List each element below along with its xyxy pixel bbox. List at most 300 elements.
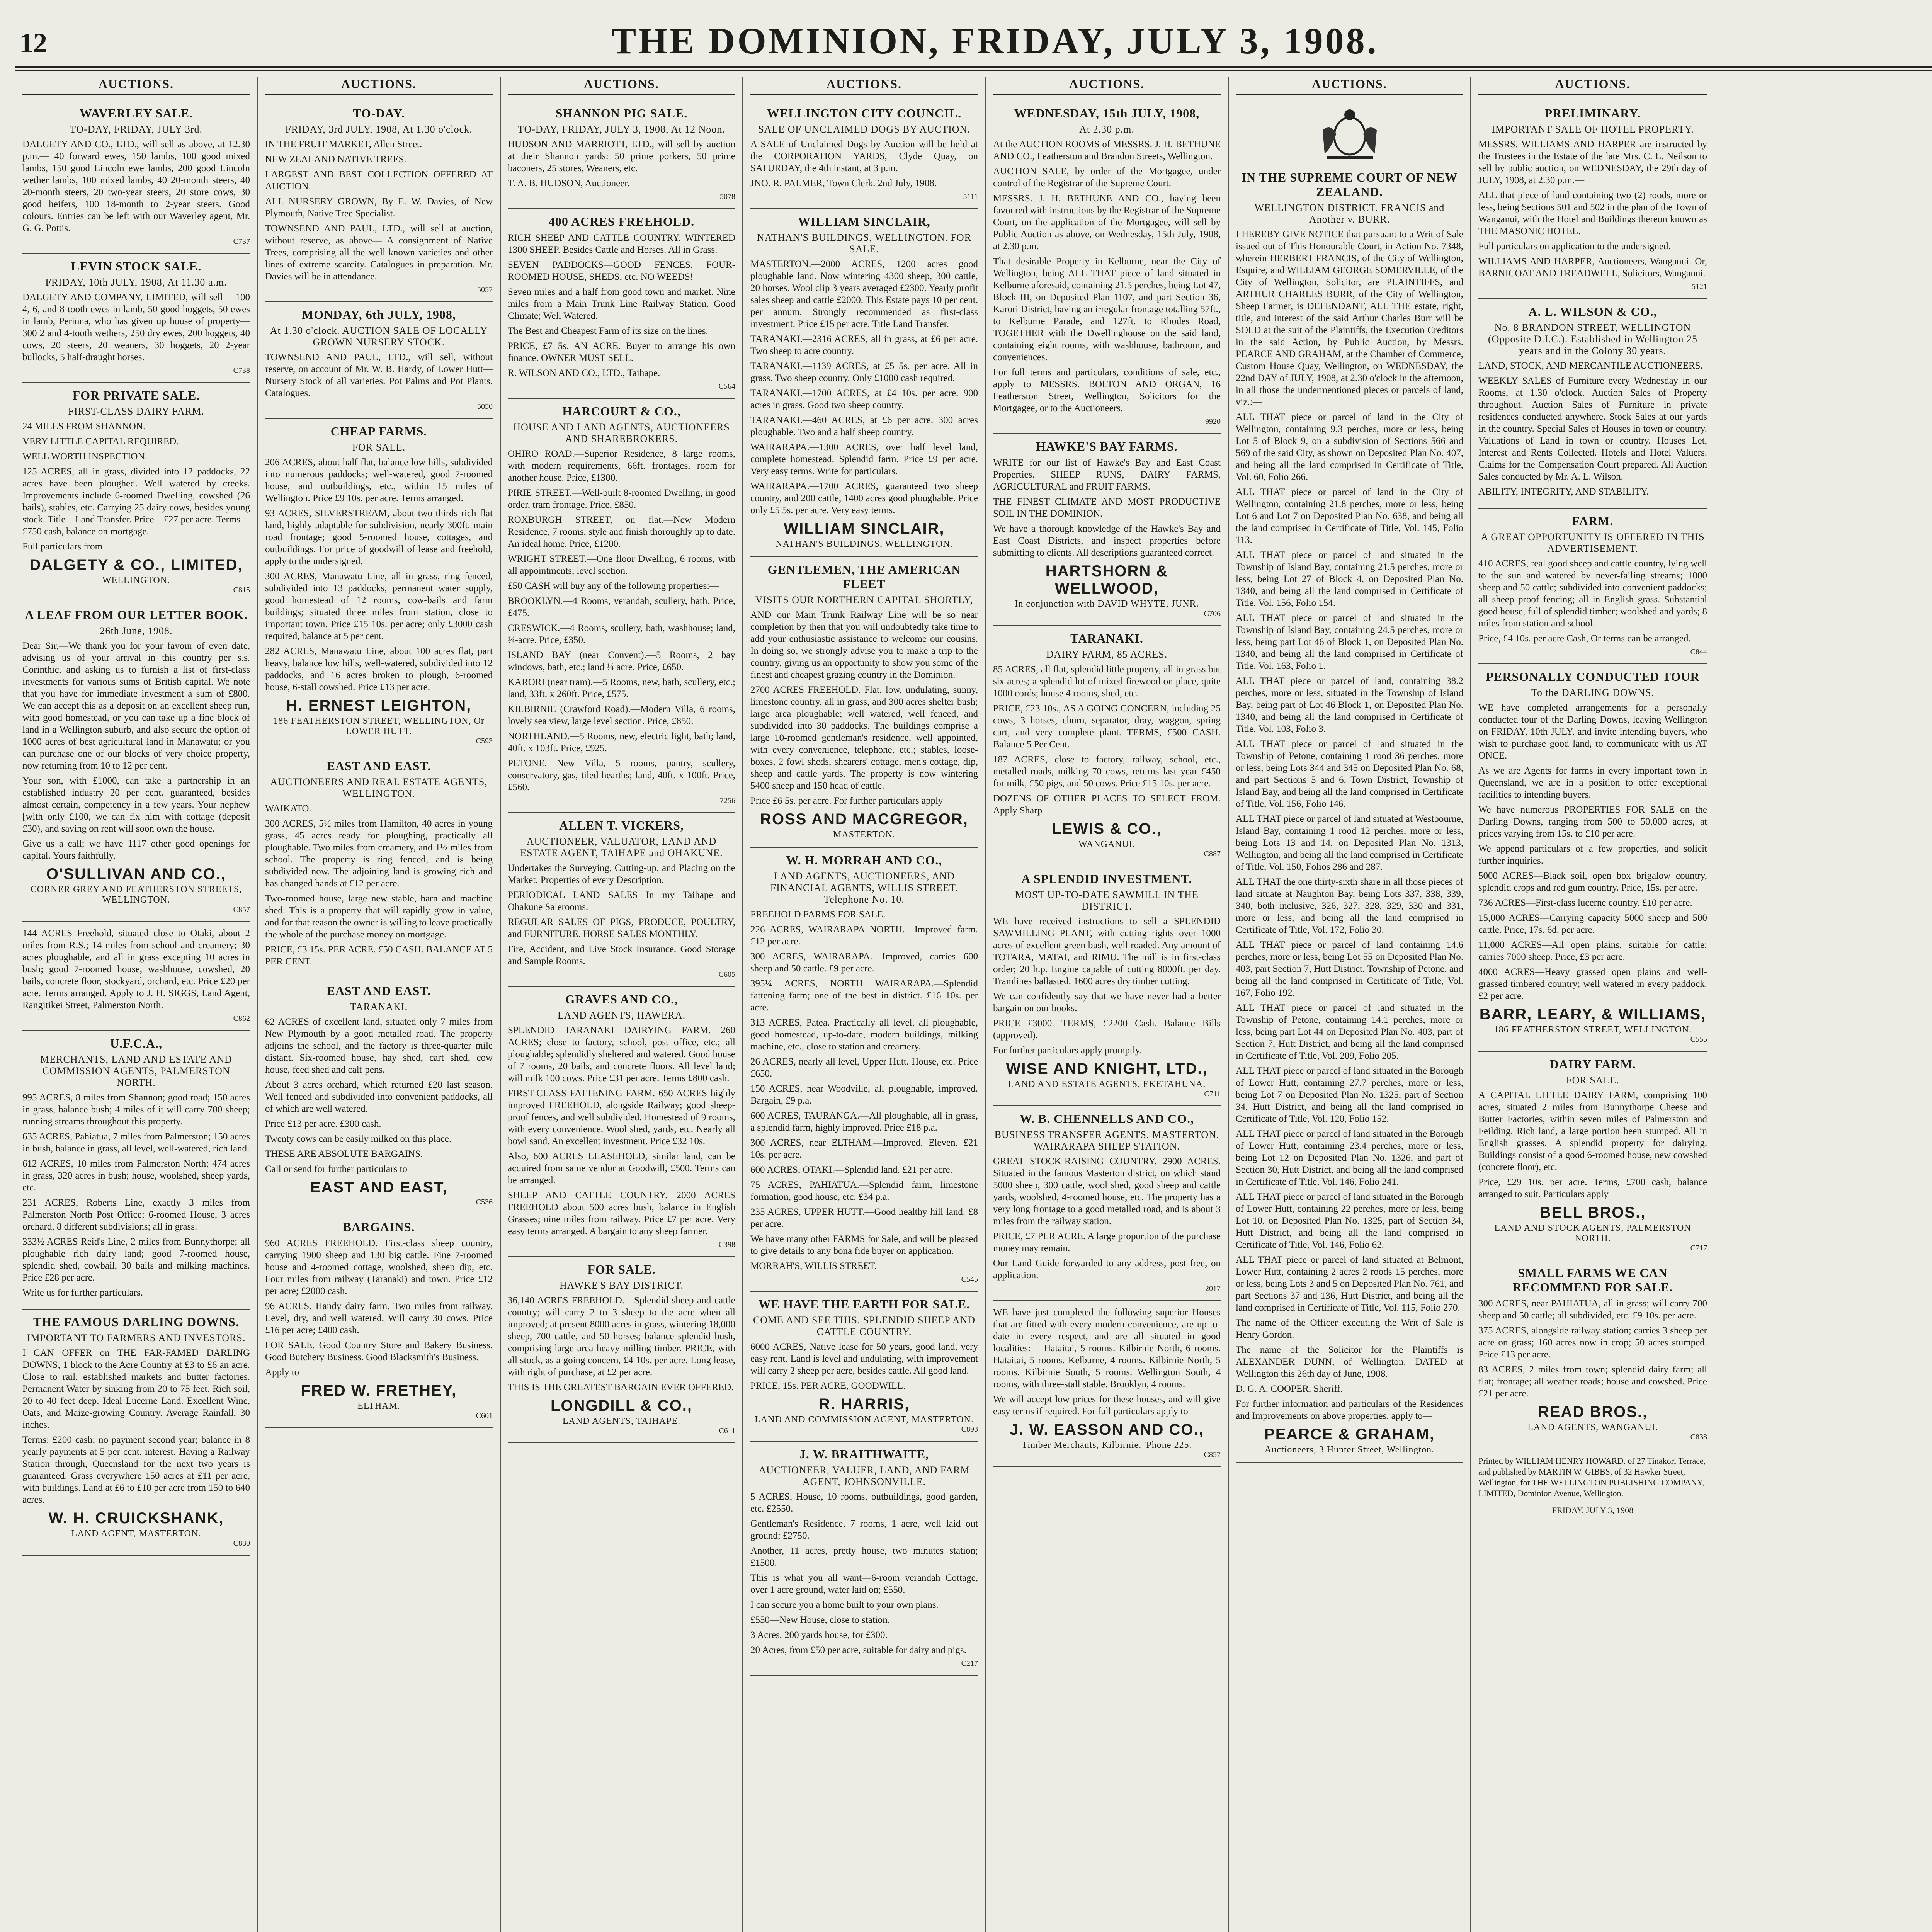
ad-paragraph: TOWNSEND AND PAUL, LTD., will sell at auction, without reserve, as above— A consignment of Native Trees, comprising all the well-known varieties and other lines of extreme scarcity. Catalogues in preparation. Mr. Davies will be in attendance.: [265, 223, 493, 282]
ad-paragraph: FIRST-CLASS FATTENING FARM. 650 ACRES highly improved FREEHOLD, alongside Railway; good sheep-proof fences, and well subdivided. Homestead of 9 rooms, with every convenience. Wool shed, yards, etc. Nearly all bowl sand. An excellent investment. Price £32 10s.: [508, 1088, 735, 1146]
column-5: [986, 77, 1229, 1932]
advertiser-name: DALGETY & CO., LIMITED,: [29, 556, 243, 573]
ad-title: GRAVES AND CO.,: [565, 992, 678, 1006]
masthead: [15, 15, 1932, 68]
ad-paragraph: FREEHOLD FARMS FOR SALE.: [750, 909, 886, 920]
ad-title: WILLIAM SINCLAIR,: [798, 214, 930, 228]
ad-paragraph: T. A. B. HUDSON, Auctioneer.: [508, 178, 630, 189]
ad-title: THE FAMOUS DARLING DOWNS.: [33, 1315, 239, 1329]
ad-paragraph: WAIRARAPA.—1700 ACRES, guaranteed two sheep country, and 200 cattle, 1400 acres good ploughable. Price only £5 5s. per acre. Very easy terms.: [750, 481, 978, 515]
advertiser-address: ELTHAM.: [357, 1401, 400, 1411]
ad-subtitle: TO-DAY, FRIDAY, JULY 3, 1908, At 12 Noon.: [518, 124, 725, 135]
column-1: [15, 77, 258, 1932]
ad-paragraph: 150 ACRES, near Woodville, all ploughable, improved. Bargain, £9 p.a.: [750, 1083, 978, 1106]
ad-paragraph: 62 ACRES of excellent land, situated only 7 miles from New Plymouth by a good metalled road. The property adjoins the school, and the factory is three-quarter mile distant. Six-roomed house, hay shed, cart shed, cow house, feed shed and calf pens.: [265, 1017, 493, 1075]
ad-paragraph: As we are Agents for farms in every important town in Queensland, we are in a position to offer exceptional facilities to intending buyers.: [1478, 765, 1707, 800]
ad-paragraph: MORRAH'S, WILLIS STREET.: [750, 1261, 877, 1271]
ad-title: WEDNESDAY, 15th JULY, 1908,: [1014, 106, 1200, 120]
ad-paragraph: 93 ACRES, SILVERSTREAM, about two-thirds rich flat land, highly adaptable for subdivision, nearly 300ft. main road frontage; good 5-roomed house, cottages, and outbuildings. For price of goodwill of lease and freehold, apply to the undersigned.: [265, 508, 493, 566]
ad-title: A SPLENDID INVESTMENT.: [1021, 872, 1192, 886]
ad-code: C815: [233, 586, 250, 594]
advertisement: [1478, 299, 1707, 509]
ad-paragraph: TARANAKI.—1700 ACRES, at £4 10s. per acre. 900 acres in grass. Good two sheep country.: [750, 388, 978, 410]
masthead-rule: [15, 70, 1932, 71]
ad-subtitle: IMPORTANT SALE OF HOTEL PROPERTY.: [1492, 124, 1694, 135]
ad-paragraph: About 3 acres orchard, which returned £20 last season. Well fenced and subdivided into convenient paddocks, all of which are well watered.: [265, 1080, 493, 1114]
advertiser-name: BELL BROS.,: [1539, 1204, 1646, 1221]
ad-subtitle: WELLINGTON DISTRICT. FRANCIS and Another v. BURR.: [1254, 202, 1445, 225]
advertiser-name: J. W. EASSON AND CO.,: [1010, 1421, 1204, 1438]
ad-code: C593: [476, 737, 493, 745]
ad-paragraph: PRICE, £7 5s. AN ACRE. Buyer to arrange his own finance. OWNER MUST SELL.: [508, 341, 735, 363]
ad-title: LEVIN STOCK SALE.: [71, 259, 202, 273]
advertiser-address: LAND AND COMMISSION AGENT, MASTERTON.: [755, 1415, 974, 1425]
advertiser-address: 186 FEATHERSTON STREET, WELLINGTON.: [1493, 1025, 1692, 1035]
ad-paragraph: Give us a call; we have 1117 other good openings for capital. Yours faithfully,: [22, 838, 250, 861]
ad-subtitle: NATHAN'S BUILDINGS, WELLINGTON. FOR SALE.: [757, 232, 972, 255]
ad-paragraph: ALL THAT piece or parcel of land situated at Westbourne, Island Bay, containing 1 rood 12 perches, more or less, being Lots 13 and 14, on Deposited Plan No. 1313, Wellington, and being all the land comprised in Certificate of Title, Vol. 150, Folios 286 and 287.: [1236, 814, 1463, 872]
ad-paragraph: MESSRS. WILLIAMS AND HARPER are instructed by the Trustees in the Estate of the late Mrs. C. L. Neilson to sell by public auction, on WEDNESDAY, the 29th day of JULY, 1908, at 2.30 p.m.—: [1478, 139, 1707, 185]
ad-subtitle: BUSINESS TRANSFER AGENTS, MASTERTON. WAIRARAPA SHEEP STATION.: [994, 1129, 1219, 1152]
ad-paragraph: 395¼ ACRES, NORTH WAIRARAPA.—Splendid fattening farm; one of the best in district. £16 10s. per acre.: [750, 978, 978, 1013]
royal-crest-icon: [1315, 107, 1384, 161]
ad-paragraph: 3 Acres, 200 yards house, for £300.: [750, 1630, 888, 1640]
ad-paragraph: 11,000 ACRES—All open plains, suitable for cattle; carries 7000 sheep. Price, £3 per acre.: [1478, 940, 1707, 962]
ad-code: 5050: [477, 402, 493, 411]
ad-paragraph: 96 ACRES. Handy dairy farm. Two miles from railway. Level, dry, and well watered. Will carry 30 cows. Price £16 per acre; £400 cash.: [265, 1301, 493, 1335]
advertisement: [750, 557, 978, 848]
advertisement: [508, 101, 735, 209]
ad-paragraph: HUDSON AND MARRIOTT, LTD., will sell by auction at their Shannon yards: 50 prime porkers, 50 prime baconers, 25 stores, Weaners, etc.: [508, 139, 735, 173]
ad-paragraph: AND our Main Trunk Railway Line will be so near completion by then that you will undoubtedly take time to add your enthusiastic assistance to welcome our cousins. In doing so, we strongly advise you to make a trip to the country, giving us an opportunity to show you some of the finest and cheapest grazing country in the Dominion.: [750, 610, 978, 680]
ad-paragraph: 300 ACRES, near ELTHAM.—Improved. Eleven. £21 10s. per acre.: [750, 1138, 978, 1160]
advertisement: [265, 753, 493, 978]
ad-paragraph: A SALE of Unclaimed Dogs by Auction will be held at the CORPORATION YARDS, Clyde Quay, on SATURDAY, the 4th instant, at 3 p.m.: [750, 139, 978, 173]
ad-paragraph: LARGEST AND BEST COLLECTION OFFERED AT AUCTION.: [265, 169, 493, 192]
ad-code: C398: [718, 1240, 735, 1249]
ad-paragraph: PRICE, 15s. PER ACRE, GOODWILL.: [750, 1381, 906, 1391]
ad-paragraph: Also, 600 ACRES LEASEHOLD, similar land, can be acquired from same vendor at Goodwill, £500. Terms can be arranged.: [508, 1151, 735, 1185]
advertisement: [22, 1310, 250, 1556]
ad-paragraph: 313 ACRES, Patea. Practically all level, all ploughable, good homestead, up-to-date, modern buildings, milking machine, etc., close to station and creamery.: [750, 1017, 978, 1052]
ad-subtitle: SALE OF UNCLAIMED DOGS BY AUCTION.: [758, 124, 970, 135]
ad-paragraph: WILLIAMS AND HARPER, Auctioneers, Wanganui. Or, BARNICOAT AND TREADWELL, Solicitors, Wanganui.: [1478, 256, 1707, 279]
advertisement: [508, 399, 735, 813]
ad-title: MONDAY, 6th JULY, 1908,: [302, 308, 456, 321]
ad-paragraph: ALL THAT piece or parcel of land situated in the Township of Island Bay, containing 24.5 perches, more or less, being part Lot 46 of Block 1, on Deposited Plan No. 1340, and being all the land comprised in Certificate of Title, Vol. 163, Folio 1.: [1236, 613, 1463, 671]
advertiser-address: LAND AGENTS, WANGANUI.: [1527, 1422, 1658, 1432]
ad-paragraph: Write us for further particulars.: [22, 1287, 143, 1298]
ad-subtitle: MERCHANTS, LAND AND ESTATE AND COMMISSION AGENTS, PALMERSTON NORTH.: [40, 1054, 232, 1088]
ad-paragraph: ALL THAT piece or parcel of land situated in the Borough of Lower Hutt, containing 22 perches, more or less, being Lot 10, on Deposited Plan No. 1325, part of Section 34, Hutt District, and being all the land comprised in Certificate of Title, Vol. 146, Folio 62.: [1236, 1192, 1463, 1250]
ad-paragraph: RICH SHEEP AND CATTLE COUNTRY. WINTERED 1300 SHEEP. Besides Cattle and Horses. All in Grass.: [508, 233, 735, 255]
ad-title: A. L. WILSON & CO.,: [1528, 304, 1657, 318]
ad-paragraph: The name of the Officer executing the Writ of Sale is Henry Gordon.: [1236, 1318, 1463, 1340]
column-2: [258, 77, 501, 1932]
ad-paragraph: WRITE for our list of Hawke's Bay and East Coast Properties. SHEEP RUNS, DAIRY FARMS, AGRICULTURAL and FRUIT FARMS.: [993, 457, 1221, 492]
advertisement: [508, 209, 735, 399]
ad-paragraph: 206 ACRES, about half flat, balance low hills, subdivided into numerous paddocks; well-watered, good 7-roomed house, and outbuildings, etc., within 15 miles of Wellington. Price £9 10s. per acre. Terms arranged.: [265, 457, 493, 503]
ad-paragraph: 375 ACRES, alongside railway station; carries 3 sheep per acre on grass; 160 acres now in crop; 50 acres stumped. Price £13 per acre.: [1478, 1325, 1707, 1360]
ad-paragraph: D. G. A. COOPER, Sheriff.: [1236, 1384, 1343, 1394]
advertiser-address: LAND AGENT, MASTERTON.: [71, 1529, 201, 1539]
ad-paragraph: DALGETY AND CO., LTD., will sell as above, at 12.30 p.m.— 40 forward ewes, 150 lambs, 100 good mixed lambs, 150 good Lincoln ewe lambs, 200 good Lincoln wether lambs, 100 mixed lambs, 40 20-month steers, 40 20-month steers, 20 two-year steers, 20 store cows, 30 good heifers, 100 18-month to 2-year steers. Good colours. Entries can be left with our Waverley agent, Mr. G. G. Pottis.: [22, 139, 250, 233]
advertisement: [265, 101, 493, 302]
ad-paragraph: Fire, Accident, and Live Stock Insurance. Good Storage and Sample Rooms.: [508, 944, 735, 966]
ad-paragraph: PRICE £3000. TERMS, £2200 Cash. Balance Bills (approved).: [993, 1018, 1221, 1041]
advertiser-name: PEARCE & GRAHAM,: [1264, 1426, 1435, 1443]
ad-paragraph: 333½ ACRES Reid's Line, 2 miles from Bunnythorpe; all ploughable rich dairy land; good 7-roomed house, splendid shed, cowbail, 30 bails and milking machines. Price £28 per acre.: [22, 1236, 250, 1283]
advertisement: [22, 1031, 250, 1310]
advertisement: [22, 254, 250, 383]
ad-paragraph: This is what you all want—6-room verandah Cottage, over 1 acre ground, water laid on; £550.: [750, 1573, 978, 1595]
ad-paragraph: PERIODICAL LAND SALES In my Taihape and Ohakune Salerooms.: [508, 890, 735, 912]
ad-paragraph: A CAPITAL LITTLE DAIRY FARM, comprising 100 acres, situated 2 miles from Bunnythorpe Cheese and Butter Factories, within seven miles of Palmerston and Feilding. Rich land, a large portion been stumped. All in English grasses. A splendid property for dairying. Buildings consist of a good 6-roomed house, new cowshed (concrete floor), etc.: [1478, 1090, 1707, 1172]
ad-paragraph: 410 ACRES, real good sheep and cattle country, lying well to the sun and watered by never-failing streams; 1000 sheep and 50 cattle; subdivided into convenient paddocks; all sheep proof fencing; all in English grass. Substantial good house, full of splendid timber; woolshed and yards; 8 miles from station and school.: [1478, 558, 1707, 629]
ad-paragraph: BROOKLYN.—4 Rooms, verandah, scullery, bath. Price, £475.: [508, 596, 735, 618]
ad-title: TARANAKI.: [1070, 631, 1143, 645]
ad-paragraph: I can secure you a home built to your own plans.: [750, 1600, 939, 1610]
ad-paragraph: 36,140 ACRES FREEHOLD.—Splendid sheep and cattle country; will carry 2 to 3 sheep to the acre when all improved; at present 8000 acres in grass, wintering 18,000 sheep, 700 cattle, and 50 horses; balance splendid bush, comprising large area heavy milling timber. PRICE, with all stock, as a going concern, £4 10s. per acre. Long lease, with right of purchase, at £2 per acre.: [508, 1295, 735, 1378]
ad-code: C838: [1690, 1433, 1707, 1441]
column-7: [1471, 77, 1714, 1932]
ad-paragraph: 2700 ACRES FREEHOLD. Flat, low, undulating, sunny, limestone country, all in grass, and 300 acres shelter bush; large area ploughable; well watered, well fenced, and subdivided into 30 paddocks. The buildings comprise a large 10-roomed gentleman's residence, well appointed, with every convenience, telephone, etc.; stables, loose-boxes, 2 fowl sheds, shearers' cottage, men's cottage, dip, sheep and cattle yards. The property is now wintering 5400 sheep and 150 head of cattle.: [750, 685, 978, 791]
ad-code: C844: [1690, 648, 1707, 656]
ad-paragraph: ALL THAT piece or parcel of land in the City of Wellington, containing 21.8 perches, more or less, being Lot 6 and Lot 7 on Deposited Plan No. 638, and being all the land comprised in Certificate of Title, Vol. 145, Folio 113.: [1236, 487, 1463, 545]
ad-paragraph: 231 ACRES, Roberts Line, exactly 3 miles from Palmerston North Post Office; 6-roomed House, 3 acres orchard, 8 different subdivisions; all in grass.: [22, 1197, 250, 1232]
ad-paragraph: ALL THAT piece or parcel of land, containing 38.2 perches, more or less, situated in the Township of Island Bay, being part of Lot 46 Block 1, on Deposited Plan No. 1340, and being all the land comprised in Certificate of Title, Vol. 103, Folio 3.: [1236, 676, 1463, 734]
advertisement: [750, 1292, 978, 1442]
ad-paragraph: Two-roomed house, large new stable, barn and machine shed. This is a property that will rapidly grow in value, and for that reason the owner is willing to leave practically the whole of the purchase money on mortgage.: [265, 893, 493, 940]
column-heading: AUCTIONS.: [1478, 77, 1707, 95]
advertiser-name: WISE AND KNIGHT, LTD.,: [1006, 1060, 1208, 1077]
ad-paragraph: 75 ACRES, PAHIATUA.—Splendid farm, limestone formation, good house, etc. £34 p.a.: [750, 1180, 978, 1202]
ad-code: C857: [233, 905, 250, 914]
columns: [15, 77, 1932, 1932]
ad-title: FOR SALE.: [587, 1262, 656, 1276]
ad-paragraph: ALL THAT piece or parcel of land situated in the Township of Island Bay, containing 21.5 perches, more or less, being Lot 27 of Block 4, on Deposited Plan No. 1340, and being all the land comprised in Certificate of Title, Vol. 156, Folio 154.: [1236, 550, 1463, 608]
ad-paragraph: Dear Sir,—We thank you for your favour of even date, advising us of your arrival in this country per s.s. Corinthic, and asking us to furnish a list of first-class investments for various sums of British capital. We note that you have for immediate investment a sum of £800. We can accept this as a deposit on an excellent sheep run, with good homestead, or you can take up a fine block of land in a Wellington suburb, and also secure the option of 1000 acres of best agricultural land in Manawatu; or you can purchase one of our blocks of very choice property, now returning from 10 to 12 per cent.: [22, 641, 250, 771]
ad-paragraph: For further particulars apply promptly.: [993, 1045, 1142, 1056]
ad-paragraph: WRIGHT STREET.—One floor Dwelling, 6 rooms, with all appointments, level section.: [508, 554, 735, 576]
advertisement: [22, 383, 250, 602]
advertisement: [1478, 1260, 1707, 1449]
advertisement: [993, 1106, 1221, 1301]
ad-subtitle: FOR SALE.: [352, 442, 406, 453]
ad-paragraph: KARORI (near tram).—5 Rooms, new, bath, scullery, etc.; land, 33ft. x 260ft. Price, £575.: [508, 677, 735, 699]
column-heading: AUCTIONS.: [22, 77, 250, 95]
advertisement: [22, 602, 250, 922]
page-number: 12: [19, 27, 47, 58]
ad-paragraph: 612 ACRES, 10 miles from Palmerston North; 474 acres in grass, 320 acres in bush; house, woolshed, sheep yards, etc.: [22, 1158, 250, 1193]
ad-subtitle: FIRST-CLASS DAIRY FARM.: [68, 406, 204, 417]
advertiser-name: READ BROS.,: [1537, 1403, 1648, 1420]
ad-paragraph: ISLAND BAY (near Convent).—5 Rooms, 2 bay windows, bath, etc.; land ¼ acre. Price, £650.: [508, 650, 735, 672]
ad-paragraph: ROXBURGH STREET, on flat.—New Modern Residence, 7 rooms, style and finish thoroughly up to date. An ideal home. Price, £1200.: [508, 515, 735, 549]
ad-code: 5111: [963, 192, 978, 201]
ad-title: IN THE SUPREME COURT OF NEW ZEALAND.: [1241, 170, 1458, 199]
ad-paragraph: 600 ACRES, OTAKI.—Splendid land. £21 per acre.: [750, 1165, 952, 1175]
advertiser-name: HARTSHORN & WELLWOOD,: [1045, 563, 1168, 597]
advertisement: [1478, 1052, 1707, 1260]
ad-title: ALLEN T. VICKERS,: [559, 818, 684, 832]
ad-paragraph: WAIRARAPA.—1300 ACRES, over half level land, complete homestead. Splendid farm. Price £9 per acre. Very easy terms. Write for particulars.: [750, 442, 978, 476]
ad-paragraph: Gentleman's Residence, 7 rooms, 1 acre, well laid out ground; £2750.: [750, 1519, 978, 1541]
advertisement: [508, 813, 735, 987]
ad-subtitle: No. 8 BRANDON STREET, WELLINGTON (Opposite D.I.C.). Established in Wellington 25 years and in the Colony 30 years.: [1488, 322, 1697, 356]
advertisement: [508, 987, 735, 1257]
ad-paragraph: KILBIRNIE (Crawford Road).—Modern Villa, 6 rooms, lovely sea view, large level section. Price, £850.: [508, 704, 735, 726]
advertisement: [993, 626, 1221, 866]
advertisement: [750, 209, 978, 557]
advertiser-name: FRED W. FRETHEY,: [301, 1382, 457, 1399]
ad-paragraph: SPLENDID TARANAKI DAIRYING FARM. 260 ACRES; close to factory, school, post office, etc.; all ploughable; splendidly sheltered and watered. Good house of 7 rooms, 20 bails, and concrete floors. All level land; will milk 100 cows. Price £31 per acre. Terms £800 cash.: [508, 1025, 735, 1083]
ad-paragraph: Price, £29 10s. per acre. Terms, £700 cash, balance arranged to suit. Particulars apply: [1478, 1177, 1707, 1199]
advertisement: [993, 866, 1221, 1106]
ad-code: 2017: [1205, 1284, 1221, 1293]
ad-title: WAVERLEY SALE.: [79, 106, 193, 120]
ad-title: EAST AND EAST.: [327, 759, 431, 773]
ad-code: 5121: [1692, 282, 1707, 291]
ad-paragraph: ALL NURSERY GROWN, By E. W. Davies, of New Plymouth, Native Tree Specialist.: [265, 196, 493, 219]
ad-paragraph: Seven miles and a half from good town and market. Nine miles from a Main Trunk Line Railway Station. Good Climate; Well Watered.: [508, 287, 735, 321]
advertiser-address: LAND AGENTS, TAIHAPE.: [562, 1416, 681, 1426]
ad-title: A LEAF FROM OUR LETTER BOOK.: [25, 608, 248, 622]
ad-paragraph: Full particulars on application to the undersigned.: [1478, 241, 1671, 252]
ad-code: C611: [719, 1427, 735, 1435]
ad-paragraph: 300 ACRES, Manawatu Line, all in grass, ring fenced, subdivided into 13 paddocks, permanent water supply, good homestead of 12 rooms, cow-bails and farm buildings; situated three miles from station, close to important town. Price £15 10s. per acre; only £3000 cash required, balance at 5 per cent.: [265, 571, 493, 641]
ad-paragraph: Terms: £200 cash; no payment second year; balance in 8 yearly payments at 5 per cent. interest. Having a Railway Station through, Queensland for the next two years is guaranteed. Grass everywhere 150 acres at £11 per acre, with buildings. Land at £6 to £10 per acre from 150 to 640 acres.: [22, 1435, 250, 1505]
ad-paragraph: Twenty cows can be easily milked on this place.: [265, 1134, 452, 1144]
column-heading: AUCTIONS.: [508, 77, 735, 95]
ad-paragraph: THIS IS THE GREATEST BARGAIN EVER OFFERED.: [508, 1382, 734, 1393]
advertisement: [265, 419, 493, 753]
newspaper-title: THE DOMINION, FRIDAY, JULY 3, 1908.: [611, 20, 1379, 61]
advertiser-address: LAND AND ESTATE AGENTS, EKETAHUNA.: [1008, 1079, 1206, 1089]
advertisement: [265, 1214, 493, 1428]
ad-title: WE HAVE THE EARTH FOR SALE.: [758, 1297, 970, 1311]
ad-subtitle: IMPORTANT TO FARMERS AND INVESTORS.: [27, 1332, 246, 1344]
advertiser-name: W. H. CRUICKSHANK,: [48, 1510, 224, 1527]
ad-subtitle: 26th June, 1908.: [100, 625, 173, 636]
ad-paragraph: IN THE FRUIT MARKET, Allen Street.: [265, 139, 422, 150]
ad-paragraph: NEW ZEALAND NATIVE TREES.: [265, 154, 406, 165]
advertiser-name: O'SULLIVAN AND CO.,: [46, 866, 226, 883]
ad-paragraph: 736 ACRES—First-class lucerne country. £10 per acre.: [1478, 898, 1692, 908]
advertisement: [750, 101, 978, 209]
advertiser-name: WILLIAM SINCLAIR,: [784, 520, 945, 537]
advertiser-name: ROSS AND MACGREGOR,: [760, 811, 968, 828]
ad-paragraph: Your son, with £1000, can take a partnership in an established industry 20 per cent. guaranteed, besides almost certain, competency in a few years. Your nephew [with only £100, we can fix him with cottage (deposit £30), and saving on rent will soon own the house.: [22, 776, 250, 834]
ad-paragraph: 5 ACRES, House, 10 rooms, outbuildings, good garden, etc. £2550.: [750, 1492, 978, 1514]
advertiser-name: LEWIS & CO.,: [1052, 820, 1162, 837]
advertiser-address: NATHAN'S BUILDINGS, WELLINGTON.: [776, 539, 953, 549]
ad-paragraph: Full particulars from: [22, 541, 102, 552]
ad-subtitle: MOST UP-TO-DATE SAWMILL IN THE DISTRICT.: [1015, 889, 1199, 912]
ad-paragraph: We can confidently say that we have never had a better bargain on our books.: [993, 991, 1221, 1014]
column-4: [743, 77, 986, 1932]
ad-subtitle: FOR SALE.: [1566, 1075, 1619, 1086]
ad-paragraph: AUCTION SALE, by order of the Mortgagee, under control of the Registrar of the Supreme Court.: [993, 166, 1221, 189]
ad-code: C217: [961, 1659, 978, 1668]
ad-title: J. W. BRAITHWAITE,: [799, 1447, 929, 1461]
ad-title: HAWKE'S BAY FARMS.: [1036, 439, 1178, 453]
advertisement: [993, 101, 1221, 434]
ad-paragraph: R. WILSON AND CO., LTD., Taihape.: [508, 368, 660, 378]
advertisement: [1478, 664, 1707, 1052]
ad-paragraph: The Best and Cheapest Farm of its size on the lines.: [508, 326, 708, 336]
advertisement: [22, 101, 250, 254]
ad-paragraph: 83 ACRES, 2 miles from town; splendid dairy farm; all flat; frontage; all weather roads; house and cowshed. Price £21 per acre.: [1478, 1364, 1707, 1399]
ad-code: C564: [718, 382, 735, 391]
ad-title: W. B. CHENNELLS AND CO.,: [1019, 1112, 1194, 1126]
ad-paragraph: 4000 ACRES—Heavy grassed open plains and well-grassed timbered country; well watered in every paddock. £2 per acre.: [1478, 967, 1707, 1001]
ad-paragraph: SHEEP AND CATTLE COUNTRY. 2000 ACRES FREEHOLD about 500 acres bush, balance in English Grasses; nine miles from railway. Price £7 per acre. Very easy terms arranged. A bargain to any sheep farmer.: [508, 1190, 735, 1236]
ad-paragraph: Our Land Guide forwarded to any address, post free, on application.: [993, 1258, 1221, 1281]
ad-code: 5057: [477, 286, 493, 294]
ad-code: C555: [1690, 1035, 1707, 1044]
ad-subtitle: To the DARLING DOWNS.: [1531, 687, 1655, 698]
ad-paragraph: DOZENS OF OTHER PLACES TO SELECT FROM. Apply Sharp—: [993, 793, 1221, 816]
column-3: [501, 77, 743, 1932]
ad-paragraph: TOWNSEND AND PAUL, LTD., will sell, without reserve, on account of Mr. W. B. Hardy, of Lower Hutt— Nursery Stock of all varieties. Pot Palms and Pot Plants. Catalogues.: [265, 352, 493, 398]
ad-paragraph: GREAT STOCK-RAISING COUNTRY. 2900 ACRES. Situated in the famous Masterton district, on which stand 5000 sheep, 300 cattle, wool shed, good sheep and cattle yards, woolshed, 4-roomed house, etc. The property has a very long frontage to a good metalled road, and is about 3 miles from the railway station.: [993, 1156, 1221, 1226]
ad-paragraph: We will accept low prices for these houses, and will give easy terms if required. For full particulars apply to—: [993, 1394, 1221, 1417]
ad-paragraph: OHIRO ROAD.—Superior Residence, 8 large rooms, with modern requirements, 66ft. frontages, room for another house. Price, £1300.: [508, 449, 735, 483]
ad-paragraph: REGULAR SALES OF PIGS, PRODUCE, POULTRY, and FURNITURE. HORSE SALES MONTHLY.: [508, 917, 735, 939]
ad-title: GENTLEMEN, THE AMERICAN FLEET: [767, 563, 961, 591]
ad-paragraph: ALL THAT piece or parcel of land in the City of Wellington, containing 9.3 perches, more or less, being Lot 5 of Block 9, on a subdivision of Sections 566 and 569 of the said City, as shown on Deposited Plan No. 407, and being all the land comprised in Certificate of Title, Vol. 60, Folio 266.: [1236, 412, 1463, 482]
printer-imprint: Printed by WILLIAM HENRY HOWARD, of 27 Tinakori Terrace, and published by MARTIN W. GIBBS, of 32 Hawker Street, Wellington, for THE WELLINGTON PUBLISHING COMPANY, LIMITED, Dominion Avenue, Wellington.: [1478, 1456, 1706, 1498]
column-6: [1229, 77, 1471, 1932]
ad-paragraph: For further information and particulars of the Residences and Improvements on above properties, apply to—: [1236, 1399, 1463, 1421]
ad-title: W. H. MORRAH AND CO.,: [786, 853, 942, 867]
ad-title: FOR PRIVATE SALE.: [72, 388, 200, 402]
advertisement: [993, 434, 1221, 626]
ad-paragraph: 15,000 ACRES—Carrying capacity 5000 sheep and 500 cattle. Price, 17s. 6d. per acre.: [1478, 913, 1707, 935]
advertiser-address: CORNER GREY AND FEATHERSTON STREETS, WELLINGTON.: [30, 884, 242, 905]
ad-code: 5078: [720, 192, 735, 201]
ad-title: FARM.: [1572, 514, 1614, 528]
advertisement: [265, 302, 493, 419]
ad-title: DAIRY FARM.: [1549, 1057, 1636, 1071]
advertisement: [265, 978, 493, 1214]
ad-paragraph: £550—New House, close to station.: [750, 1615, 890, 1625]
ad-paragraph: 5000 ACRES—Black soil, open box brigalow country, splendid crops and red gum country. Price, 15s. per acre.: [1478, 871, 1707, 893]
advertiser-address: Timber Merchants, Kilbirnie. 'Phone 225.: [1022, 1440, 1192, 1450]
ad-title: CHEAP FARMS.: [330, 424, 427, 438]
ad-paragraph: TARANAKI.—2316 ACRES, all in grass, at £6 per acre. Two sheep to acre country.: [750, 334, 978, 356]
ad-subtitle: VISITS OUR NORTHERN CAPITAL SHORTLY,: [755, 594, 973, 605]
ad-paragraph: 960 ACRES FREEHOLD. First-class sheep country, carrying 1900 sheep and 130 big cattle. Fine 7-roomed house and 4-roomed cottage, woolshed, sheep dip, etc. Four miles from railway (Taranaki) and town. Price £12 per acre; £2000 cash.: [265, 1238, 493, 1296]
ad-code: C738: [233, 366, 250, 375]
ad-title: SHANNON PIG SALE.: [555, 106, 688, 120]
ad-paragraph: THESE ARE ABSOLUTE BARGAINS.: [265, 1149, 423, 1159]
ad-paragraph: TARANAKI.—460 ACRES, at £6 per acre. 300 acres ploughable. Two and a half sheep country.: [750, 415, 978, 437]
ad-code: C706: [1204, 609, 1221, 618]
ad-code: C711: [1204, 1090, 1221, 1098]
ad-paragraph: For full terms and particulars, conditions of sale, etc., apply to MESSRS. BOLTON AND ORGAN, 16 Featherston Street, Wellington, Solicitors for the Mortgagee, or to the Auctioneers.: [993, 367, 1221, 413]
ad-paragraph: We have numerous PROPERTIES FOR SALE on the Darling Downs, ranging from 500 to 50,000 acres, at prices varying from 15s. to £10 per acre.: [1478, 804, 1707, 839]
ad-code: C880: [233, 1539, 250, 1548]
ad-code: 7256: [720, 796, 735, 805]
imprint-date: FRIDAY, JULY 3, 1908: [1552, 1505, 1634, 1515]
ad-paragraph: That desirable Property in Kelburne, near the City of Wellington, being ALL THAT piece of land situated in Kelburne aforesaid, containing 21.5 perches, being Lot 47, Block III, on Deposited Plan 1107, and part Section 36, Karori District, having an irregular frontage totalling 57ft., to Kelburne Parade, and 127ft. to Rhodes Road, TOGETHER with the Dwellinghouse on the said land, containing eight rooms, with washhouse, bathroom, and conveniences.: [993, 256, 1221, 362]
ad-paragraph: ALL THAT piece or parcel of land containing 14.6 perches, more or less, being Lot 55 on Deposited Plan No. 403, part Section 7, Hutt District, Township of Petone, and being all the land comprised in Certificate of Title, Vol. 167, Folio 192.: [1236, 940, 1463, 998]
ad-paragraph: CRESWICK.—4 Rooms, scullery, bath, washhouse; land, ¼-acre. Price, £350.: [508, 623, 735, 645]
ad-paragraph: £50 CASH will buy any of the following properties:—: [508, 581, 719, 591]
ad-paragraph: Price £6 5s. per acre. For further particulars apply: [750, 796, 943, 806]
ad-paragraph: 187 ACRES, close to factory, railway, school, etc., metalled roads, milking 70 cows, returns last year £450 for milk, £50 pigs, and 50 cows. Price £15 10s. per acre.: [993, 754, 1221, 789]
advertisement: [993, 1301, 1221, 1467]
advertiser-name: BARR, LEARY, & WILLIAMS,: [1479, 1006, 1706, 1023]
ad-paragraph: 600 ACRES, TAURANGA.—All ploughable, all in grass, a splendid farm, highly improved. Price £18 p.a.: [750, 1111, 978, 1133]
ad-paragraph: 144 ACRES Freehold, situated close to Otaki, about 2 miles from R.S.; 14 miles from school and creamery; 30 acres ploughable, and all in grass excepting 10 acres in bush; good 7-roomed house, washhouse, cowshed, 20 bails, concrete floor, stockyard, orchard, etc. Price £20 per acre. Terms arranged. Apply to J. H. SIGGS, Land Agent, Rangitikei Street, Palmerston North.: [22, 928, 250, 1010]
ad-paragraph: We have many other FARMS for Sale, and will be pleased to give details to any bona fide buyer on application.: [750, 1234, 978, 1256]
ad-paragraph: ALL THAT piece or parcel of land situated in the Borough of Lower Hutt, containing 23.4 perches, more or less, being Lot 12 on Deposited Plan No. 1326, and part of Section 30, Hutt District, and being all the land comprised in Certificate of Title, Vol. 146, Folio 241.: [1236, 1129, 1463, 1187]
ad-title: 400 ACRES FREEHOLD.: [548, 214, 695, 228]
ad-subtitle: HOUSE AND LAND AGENTS, AUCTIONEERS AND SHAREBROKERS.: [513, 422, 730, 444]
advertisement: [508, 1257, 735, 1443]
ad-paragraph: I HEREBY GIVE NOTICE that pursuant to a Writ of Sale issued out of This Honourable Court, in Action No. 7348, wherein HERBERT FRANCIS, of the City of Wellington, Esquire, and WILLIAM GEORGE SOMERVILLE, of the City of Wellington, Solicitor, are PLAINTIFFS, and ARTHUR CHARLES BURR, of the City of Wellington, Sheep Farmer, is DEFENDANT, ALL THE estate, right, title, and interest of the said Arthur Charles Burr will be SOLD at the suit of the Plaintiffs, the Execution Creditors in the said Action, by Public Auction, by Messrs. PEARCE AND GRAHAM, at the Chamber of Commerce, Custom House Quay, Wellington, on WEDNESDAY, the 22nd DAY of JULY, 1908, at 2.30 o'clock in the afternoon, in all those the undermentioned pieces or parcels of land, viz.:—: [1236, 229, 1463, 407]
ad-paragraph: 300 ACRES, WAIRARAPA.—Improved, carries 600 sheep and 50 cattle. £9 per acre.: [750, 951, 978, 974]
ad-subtitle: TO-DAY, FRIDAY, JULY 3rd.: [70, 124, 203, 135]
ad-paragraph: ALL THAT piece or parcel of land situated in the Township of Petone, containing 14.1 perches, more or less, being part Lot 44 on Deposited Plan No. 403, part of Section 7, Hutt District, and being all the land comprised in Certificate of Title, Vol. 209, Folio 205.: [1236, 1003, 1463, 1061]
ad-paragraph: DALGETY AND COMPANY, LIMITED, will sell— 100 4, 6, and 8-tooth ewes in lamb, 50 good hoggets, 50 ewes in lamb, Perinna, who has given up house of property— 300 2 and 4-tooth wethers, 250 dry ewes, 200 hoggets, 40 cows, 20 steers, 20 weaners, 30 hoggets, 20 2-year bullocks, 5 half-draught horses.: [22, 292, 250, 362]
ad-code: C536: [476, 1198, 493, 1206]
ad-code: C887: [1204, 850, 1221, 858]
ad-paragraph: PIRIE STREET.—Well-built 8-roomed Dwelling, in good order, tram frontage. Price, £850.: [508, 488, 735, 510]
ad-paragraph: ABILITY, INTEGRITY, AND STABILITY.: [1478, 486, 1649, 497]
ad-code: C601: [476, 1412, 493, 1420]
ad-subtitle: AUCTIONEER, VALUER, LAND, AND FARM AGENT, JOHNSONVILLE.: [759, 1464, 970, 1487]
ad-paragraph: ALL THAT piece or parcel of land situated in the Township of Petone, containing 1 rood 36 perches, more or less, being Lots 344 and 345 on Deposited Plan No. 68, and part Sections 5 and 6, Town District, Township of Island Bay, and being all the land comprised in Certificate of Title, Vol. 156, Folio 146.: [1236, 739, 1463, 809]
advertiser-address: In conjunction with DAVID WHYTE, JUNR.: [1015, 599, 1199, 609]
ad-paragraph: We have a thorough knowledge of the Hawke's Bay and East Coast Districts, and inspect properties before submitting to clients. All descriptions guaranteed correct.: [993, 524, 1221, 558]
column-heading: AUCTIONS.: [265, 77, 493, 95]
advertisement: [750, 848, 978, 1292]
ad-paragraph: 26 ACRES, nearly all level, Upper Hutt. House, etc. Price £650.: [750, 1056, 978, 1079]
ad-paragraph: 226 ACRES, WAIRARAPA NORTH.—Improved farm. £12 per acre.: [750, 924, 978, 947]
ad-subtitle: AUCTIONEERS AND REAL ESTATE AGENTS, WELLINGTON.: [270, 776, 488, 799]
ad-paragraph: WE have received instructions to sell a SPLENDID SAWMILLING PLANT, with cutting rights over 1000 acres of excellent green bush, well roaded. Any amount of TOTARA, MATAI, and RIMU. The mill is in first-class order; 20 h.p. Engine capable of cutting 8000ft. per day. Tramlines ballasted. 1600 acres dry timber cutting.: [993, 916, 1221, 986]
ad-paragraph: PRICE, £7 PER ACRE. A large proportion of the purchase money may remain.: [993, 1231, 1221, 1253]
ad-paragraph: 300 ACRES, near PAHIATUA, all in grass; will carry 700 sheep and 50 cattle; all subdivided, etc. £9 10s. per acre.: [1478, 1298, 1707, 1321]
ad-paragraph: 282 ACRES, Manawatu Line, about 100 acres flat, part heavy, balance low hills, well-watered, subdivided into 12 paddocks, and 16 acres broken to plough, 6-roomed house, 6-stall cowshed. Price £13 per acre.: [265, 646, 493, 692]
ad-paragraph: FOR SALE. Good Country Store and Bakery Business. Good Butchery Business. Good Blacksmith's Business.: [265, 1340, 493, 1362]
ad-paragraph: 20 Acres, from £50 per acre, suitable for dairy and pigs.: [750, 1645, 966, 1655]
advertisement: [1478, 509, 1707, 664]
advertiser-name: LONGDILL & CO.,: [550, 1397, 693, 1414]
ad-subtitle: A GREAT OPPORTUNITY IS OFFERED IN THIS ADVERTISEMENT.: [1481, 531, 1705, 554]
advertiser-name: R. HARRIS,: [818, 1396, 910, 1413]
advertiser-address: 186 FEATHERSTON STREET, WELLINGTON, Or LOWER HUTT.: [273, 716, 485, 736]
ad-paragraph: JNO. R. PALMER, Town Clerk. 2nd July, 1908.: [750, 178, 937, 189]
ad-paragraph: 235 ACRES, UPPER HUTT.—Good healthy hill land. £8 per acre.: [750, 1207, 978, 1229]
ad-paragraph: Call or send for further particulars to: [265, 1164, 407, 1174]
advertisement: [1236, 165, 1463, 1463]
ad-paragraph: Price, £4 10s. per acre Cash, Or terms can be arranged.: [1478, 633, 1691, 644]
advertisement: [750, 1442, 978, 1676]
ad-paragraph: 125 ACRES, all in grass, divided into 12 paddocks, 22 acres have been ploughed. Well watered by creeks. Improvements include 6-roomed Dwelling, cowshed (26 bails), stables, etc. Carrying 25 dairy cows, besides young stock. Title—Land Transfer. Price—£27 per acre. Terms—£750 cash, balance on mortgage.: [22, 466, 250, 537]
advertiser-address: WELLINGTON.: [102, 575, 170, 585]
advertiser-address: MASTERTON.: [833, 830, 895, 840]
ad-paragraph: 995 ACRES, 8 miles from Shannon; good road; 150 acres in grass, balance bush; 4 miles of it will carry 700 sheep; running streams throughout this property.: [22, 1092, 250, 1127]
ad-code: C717: [1690, 1244, 1707, 1252]
ad-paragraph: LAND, STOCK, AND MERCANTILE AUCTIONEERS.: [1478, 361, 1703, 371]
ad-subtitle: LAND AGENTS, AUCTIONEERS, AND FINANCIAL AGENTS, WILLIS STREET. Telephone No. 10.: [770, 871, 958, 905]
column-heading: AUCTIONS.: [1236, 77, 1463, 95]
